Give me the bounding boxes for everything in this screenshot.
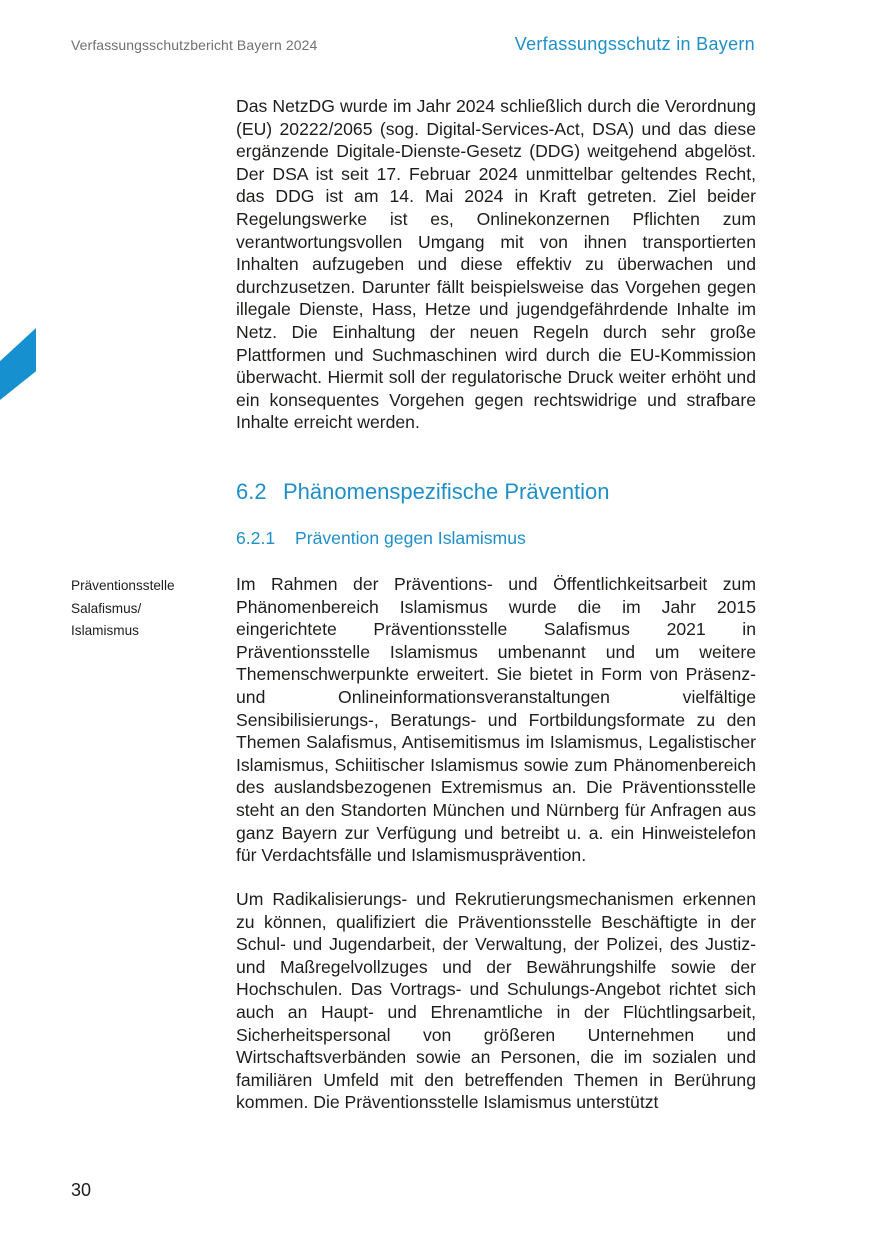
- margin-note: [71, 575, 221, 643]
- chapter-header: Verfassungsschutz in Bayern: [514, 34, 755, 54]
- subsection-number: 6.2.1: [236, 528, 276, 548]
- margin-note-line: Präventionsstelle: [71, 578, 175, 593]
- body-paragraph: Um Radikalisierungs- und Rekrutierungsmechanismen erkennen zu können, qualifiziert die Präventionsstelle Beschäftigte in der Schul- und Jugendarbeit, der Verwaltung, der Polizei, des Justiz- und Maßregelvollzuges und der Bewährungshilfe sowie der Hochschulen. Das Vortrags- und Schulungs-Angebot richtet sich auch an Haupt- und Ehrenamtliche in der Flüchtlingsarbeit, Sicherheitspersonal von größeren Unternehmen und Wirtschaftsverbänden sowie an Personen, die im sozialen und familiären Umfeld mit den betreffenden Themen in Berührung kommen. Die Präventionsstelle Islamismus unterstützt: [236, 889, 756, 1113]
- subsection-title: Prävention gegen Islamismus: [295, 528, 526, 548]
- chapter-side-tab: [0, 328, 36, 400]
- running-header-title: Verfassungsschutzbericht Bayern 2024: [71, 37, 318, 53]
- section-number: 6.2: [236, 479, 267, 504]
- section-title: Phänomenspezifische Prävention: [283, 479, 610, 504]
- margin-note-line: Salafismus/: [71, 600, 142, 616]
- subsection-heading: [236, 528, 526, 549]
- section-heading: [236, 479, 610, 505]
- margin-note-line: Islamismus: [71, 623, 139, 639]
- body-paragraph: Das NetzDG wurde im Jahr 2024 schließlich durch die Verordnung (EU) 20222/2065 (sog. Digital-Services-Act, DSA) und das diese ergänzende Digitale-Dienste-Gesetz (DDG) weitgehend abgelöst. Der DSA ist seit 17. Februar 2024 unmittelbar geltendes Recht, das DDG ist am 14. Mai 2024 in Kraft getreten. Ziel beider Regelungswerke ist es, Onlinekonzernen Pflichten zum verantwortungsvollen Umgang mit von ihnen transportierten Inhalten aufzugeben und diese effektiv zu überwachen und durchzusetzen. Darunter fällt beispielsweise das Vorgehen gegen illegale Dienste, Hass, Hetze und jugendgefährdende Inhalte im Netz. Die Einhaltung der neuen Regeln durch sehr große Plattformen und Suchmaschinen wird durch die EU-Kommission überwacht. Hiermit soll der regulatorische Druck weiter erhöht und ein konsequentes Vorgehen gegen rechtswidrige und strafbare Inhalte erreicht werden.: [236, 96, 756, 433]
- body-paragraph: Im Rahmen der Präventions- und Öffentlichkeitsarbeit zum Phänomenbereich Islamismus wurde die im Jahr 2015 eingerichtete Präventionsstelle Salafismus 2021 in Präventionsstelle Islamismus umbenannt und um weitere Themenschwerpunkte erweitert. Sie bietet in Form von Präsenz- und Onlineinformationsveranstaltungen vielfältige Sensibilisierungs-, Beratungs- und Fortbildungsformate zu den Themen Salafismus, Antisemitismus im Islamismus, Legalistischer Islamismus, Schiitischer Islamismus sowie zum Phänomenbereich des auslandsbezogenen Extremismus an. Die Präventionsstelle steht an den Standorten München und Nürnberg für Anfragen aus ganz Bayern zur Verfügung und betreibt u. a. ein Hinweistelefon für Verdachtsfälle und Islamismusprävention.: [236, 574, 756, 866]
- page-number: 30: [71, 1180, 92, 1200]
